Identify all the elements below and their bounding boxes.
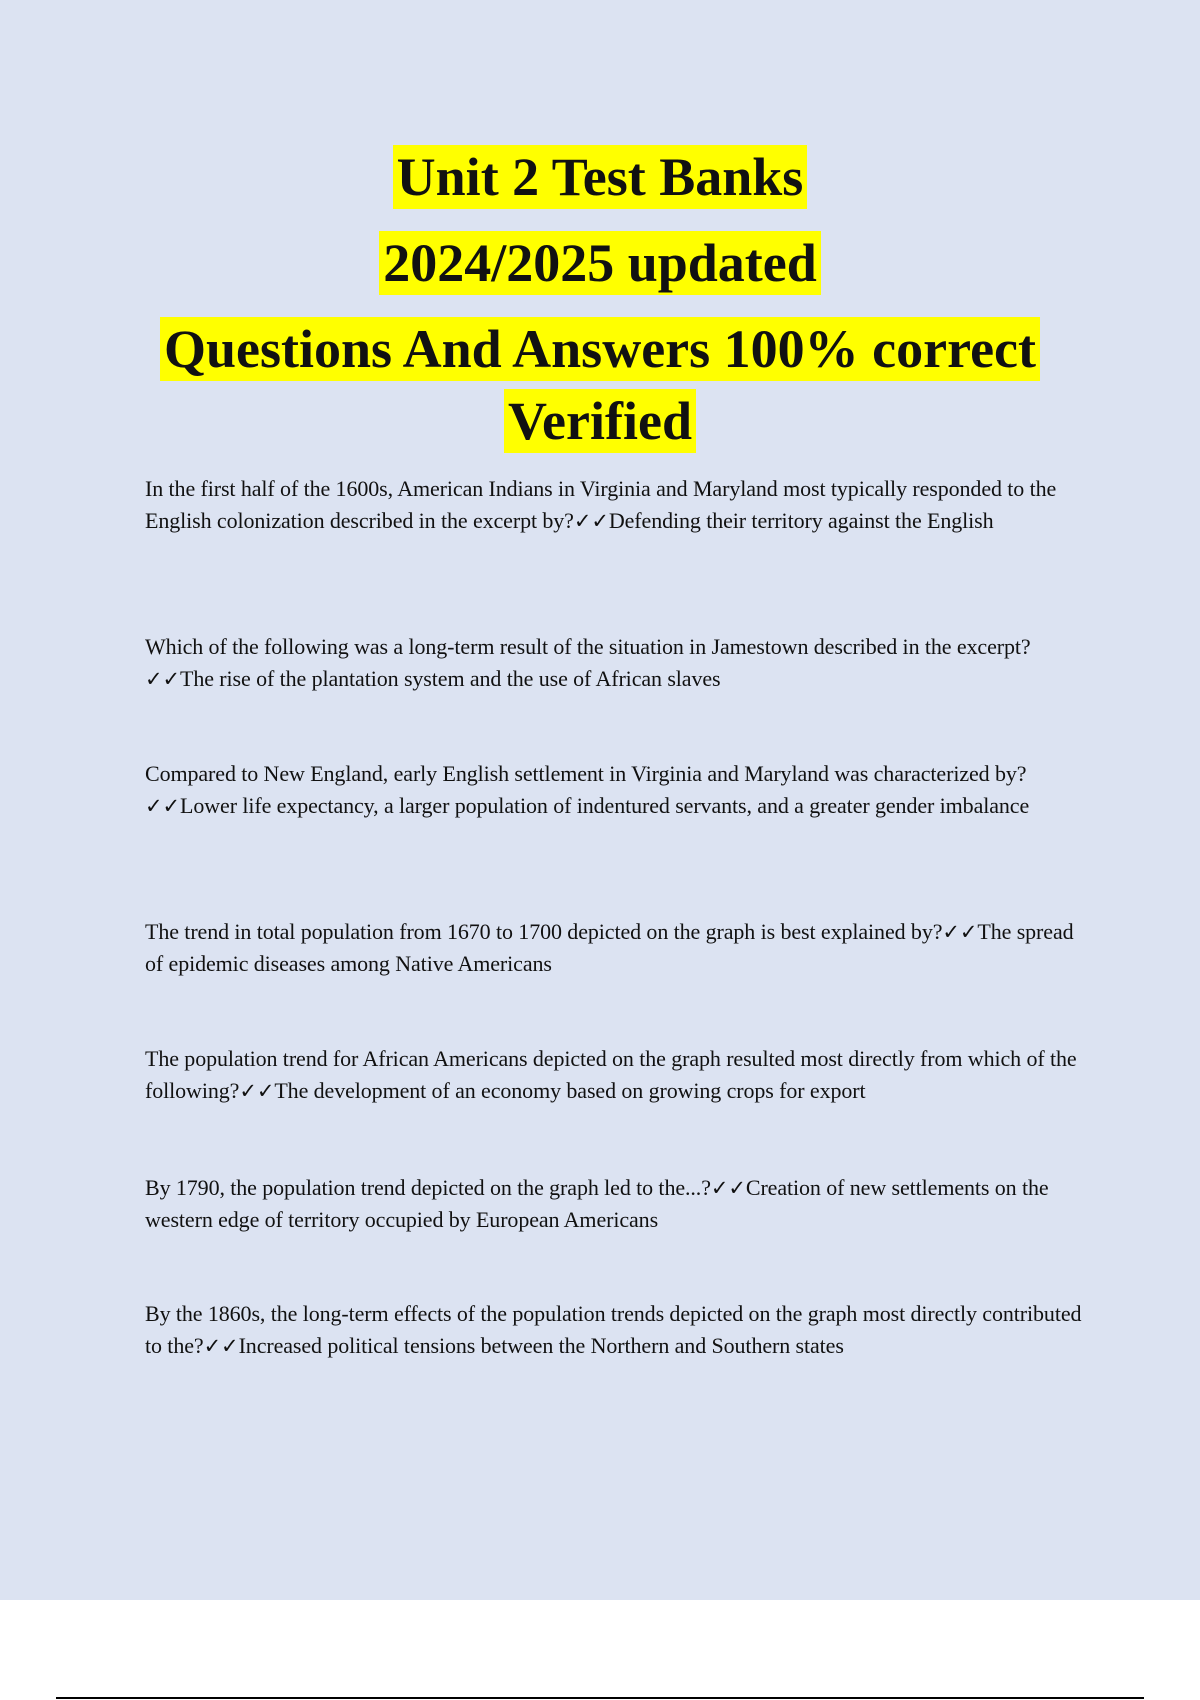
title-line (0, 228, 1200, 314)
qa-item (145, 473, 1095, 537)
checkmark-icon: ✓✓ (203, 1334, 239, 1358)
title-line (0, 386, 1200, 472)
answer-text: Lower life expectancy, a larger population of indentured servants, and a greater gender imbalance (180, 793, 1030, 818)
checkmark-icon: ✓✓ (145, 794, 180, 818)
answer-text: The spread of epidemic diseases among Native Americans (145, 919, 1074, 976)
checkmark-icon: ✓✓ (145, 667, 180, 691)
answer-text: Creation of new settlements on the western edge of territory occupied by European Americans (145, 1175, 1049, 1232)
qa-item (145, 1043, 1095, 1107)
question-text: The trend in total population from 1670 to 1700 depicted on the graph is best explained by? (145, 919, 943, 944)
footer-rule (56, 1697, 1144, 1699)
title-line (0, 314, 1200, 386)
title-line-text: 2024/2025 updated (379, 231, 821, 295)
qa-item (145, 758, 1095, 822)
answer-text: Increased political tensions between the Northern and Southern states (238, 1333, 844, 1358)
checkmark-icon: ✓✓ (239, 1079, 275, 1103)
qa-item (145, 631, 1095, 695)
checkmark-icon: ✓✓ (710, 1176, 746, 1200)
qa-item (145, 1172, 1095, 1236)
question-text: Which of the following was a long-term result of the situation in Jamestown described in the excerpt? (145, 634, 1031, 659)
question-text: By the 1860s, the long-term effects of the population trends depicted on the graph most directly contributed to the? (145, 1301, 1082, 1358)
title-line-text: Unit 2 Test Banks (393, 145, 808, 209)
qa-item (145, 916, 1095, 980)
answer-text: The development of an economy based on growing crops for export (274, 1078, 866, 1103)
question-text: Compared to New England, early English settlement in Virginia and Maryland was characterized by? (145, 761, 1027, 786)
title-line-text: Verified (504, 389, 696, 453)
question-text: By 1790, the population trend depicted on the graph led to the...? (145, 1175, 711, 1200)
title-line (0, 142, 1200, 228)
answer-text: The rise of the plantation system and the use of African slaves (180, 666, 721, 691)
qa-item (145, 1298, 1095, 1362)
document-title (0, 142, 1200, 472)
answer-text: Defending their territory against the English (608, 508, 994, 533)
checkmark-icon: ✓✓ (942, 920, 978, 944)
title-line-text: Questions And Answers 100% correct (160, 317, 1040, 381)
checkmark-icon: ✓✓ (573, 509, 609, 533)
question-text: In the first half of the 1600s, American Indians in Virginia and Maryland most typically responded to the English colonization described in the excerpt by? (145, 476, 1057, 533)
question-text: The population trend for African Americans depicted on the graph resulted most directly from which of the following? (145, 1046, 1077, 1103)
